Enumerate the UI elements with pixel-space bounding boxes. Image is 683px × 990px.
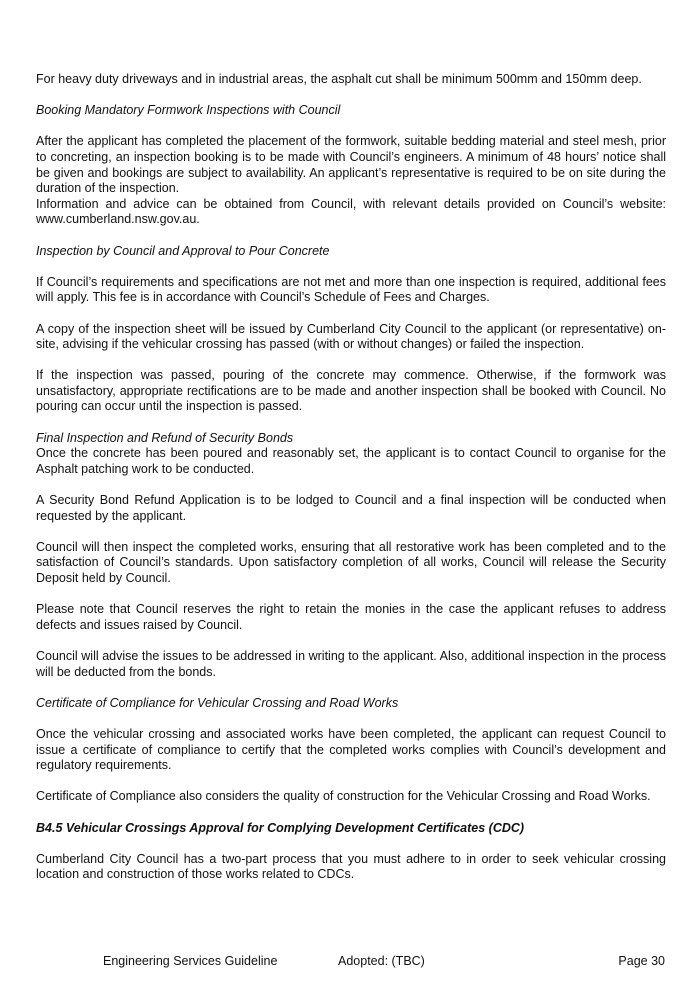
- body-paragraph: If Council’s requirements and specifications are not met and more than one inspection is required, additional fees will apply. This fee is in accordance with Council’s Schedule of Fees and Charges.: [36, 274, 666, 305]
- body-paragraph: Once the concrete has been poured and reasonably set, the applicant is to contact Council to organise for the Asphalt patching work to be conducted.: [36, 446, 666, 476]
- section-heading: Inspection by Council and Approval to Pour Concrete: [36, 243, 330, 258]
- body-paragraph: For heavy duty driveways and in industrial areas, the asphalt cut shall be minimum 500mm and 150mm deep.: [36, 72, 642, 86]
- footer-adopted-status: Adopted: (TBC): [338, 954, 425, 968]
- body-paragraph: A copy of the inspection sheet will be issued by Cumberland City Council to the applicant (or representative) on-site, advising if the vehicular crossing has passed (with or without changes) or failed the inspection.: [36, 321, 666, 352]
- section-heading: Certificate of Compliance for Vehicular Crossing and Road Works: [36, 695, 399, 710]
- body-paragraph: Council will then inspect the completed works, ensuring that all restorative work has been completed and to the satisfaction of Council’s standards. Upon satisfactory completion of all works, Council will release the Security Deposit held by Council.: [36, 539, 666, 585]
- body-paragraph: After the applicant has completed the placement of the formwork, suitable bedding material and steel mesh, prior to concreting, an inspection booking is to be made with Council’s engineers. A minimum of 48 hours’ notice shall be given and bookings are subject to availability. An applicant’s representative is required to be on site during the duration of the inspection.: [36, 134, 666, 196]
- body-paragraph: Once the vehicular crossing and associated works have been completed, the applicant can request Council to issue a certificate of compliance to certify that the completed works complies with Council’s development and regulatory requirements.: [36, 726, 666, 773]
- section-heading: Booking Mandatory Formwork Inspections with Council: [36, 103, 341, 118]
- footer-document-title: Engineering Services Guideline: [103, 954, 278, 968]
- body-paragraph: Certificate of Compliance also considers the quality of construction for the Vehicular Crossing and Road Works.: [36, 789, 651, 804]
- body-paragraph: Please note that Council reserves the right to retain the monies in the case the applicant refuses to address defects and issues raised by Council.: [36, 602, 666, 632]
- document-page: [36, 72, 666, 883]
- body-paragraph: Council will advise the issues to be addressed in writing to the applicant. Also, additional inspection in the process will be deducted from the bonds.: [36, 648, 666, 679]
- body-paragraph: Information and advice can be obtained from Council, with relevant details provided on Council’s website: www.cumberland.nsw.gov.au.: [36, 196, 666, 227]
- footer-page-number: Page 30: [618, 954, 665, 968]
- section-title: B4.5 Vehicular Crossings Approval for Complying Development Certificates (CDC): [36, 820, 525, 835]
- body-paragraph: If the inspection was passed, pouring of the concrete may commence. Otherwise, if the formwork was unsatisfactory, appropriate rectifications are to be made and another inspection shall be booked with Council. No pouring can occur until the inspection is passed.: [36, 368, 666, 414]
- body-paragraph: Cumberland City Council has a two-part process that you must adhere to in order to seek vehicular crossing location and construction of those works related to CDCs.: [36, 851, 666, 882]
- section-heading: Final Inspection and Refund of Security Bonds: [36, 430, 294, 445]
- body-paragraph: A Security Bond Refund Application is to be lodged to Council and a final inspection will be conducted when requested by the applicant.: [36, 493, 666, 523]
